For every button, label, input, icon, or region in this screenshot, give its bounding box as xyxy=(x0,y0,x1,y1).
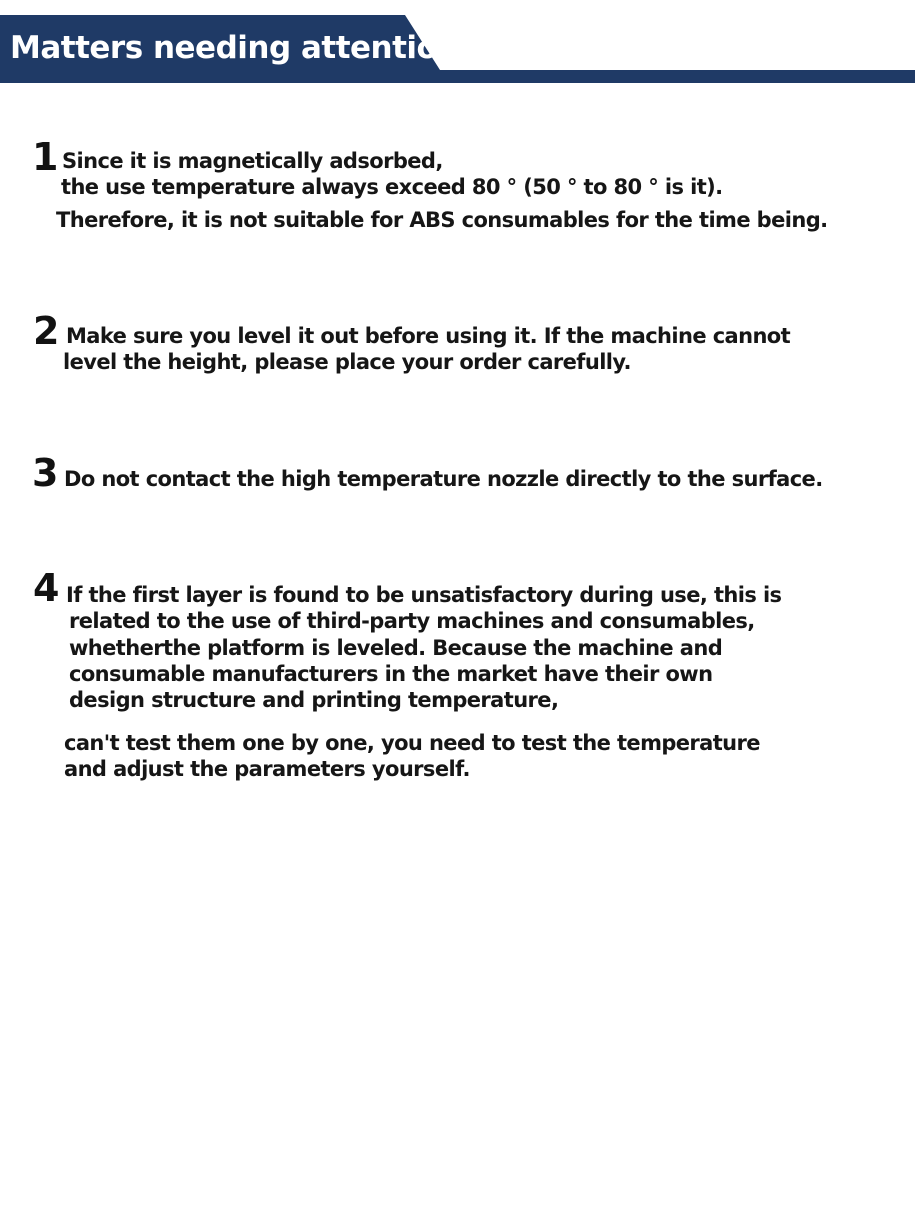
item-text-line: Therefore, it is not suitable for ABS consumables for the time being. xyxy=(56,208,828,232)
page-title: Matters needing attention xyxy=(10,30,459,66)
item-text-line: If the first layer is found to be unsatisfactory during use, this is xyxy=(66,583,782,607)
item-number: 3 xyxy=(32,451,59,495)
section-header xyxy=(0,0,915,90)
item-text-line: Make sure you level it out before using it. If the machine cannot xyxy=(66,324,791,348)
item-text-line: consumable manufacturers in the market have their own xyxy=(69,662,713,686)
item-text-line: and adjust the parameters yourself. xyxy=(64,757,470,781)
item-number: 2 xyxy=(33,309,60,353)
item-text-line: related to the use of third-party machines and consumables, xyxy=(69,609,755,633)
item-text-line: design structure and printing temperature, xyxy=(69,688,559,712)
item-text-line: the use temperature always exceed 80 ° (50 ° to 80 ° is it). xyxy=(61,175,723,199)
item-text-line: can't test them one by one, you need to test the temperature xyxy=(64,731,760,755)
item-text-line: whetherthe platform is leveled. Because the machine and xyxy=(69,636,723,660)
item-text-line: Since it is magnetically adsorbed, xyxy=(62,149,443,173)
item-number: 4 xyxy=(33,566,60,610)
item-number: 1 xyxy=(32,135,59,179)
item-text-line: Do not contact the high temperature nozzle directly to the surface. xyxy=(64,467,823,491)
item-text-line: level the height, please place your order carefully. xyxy=(63,350,631,374)
